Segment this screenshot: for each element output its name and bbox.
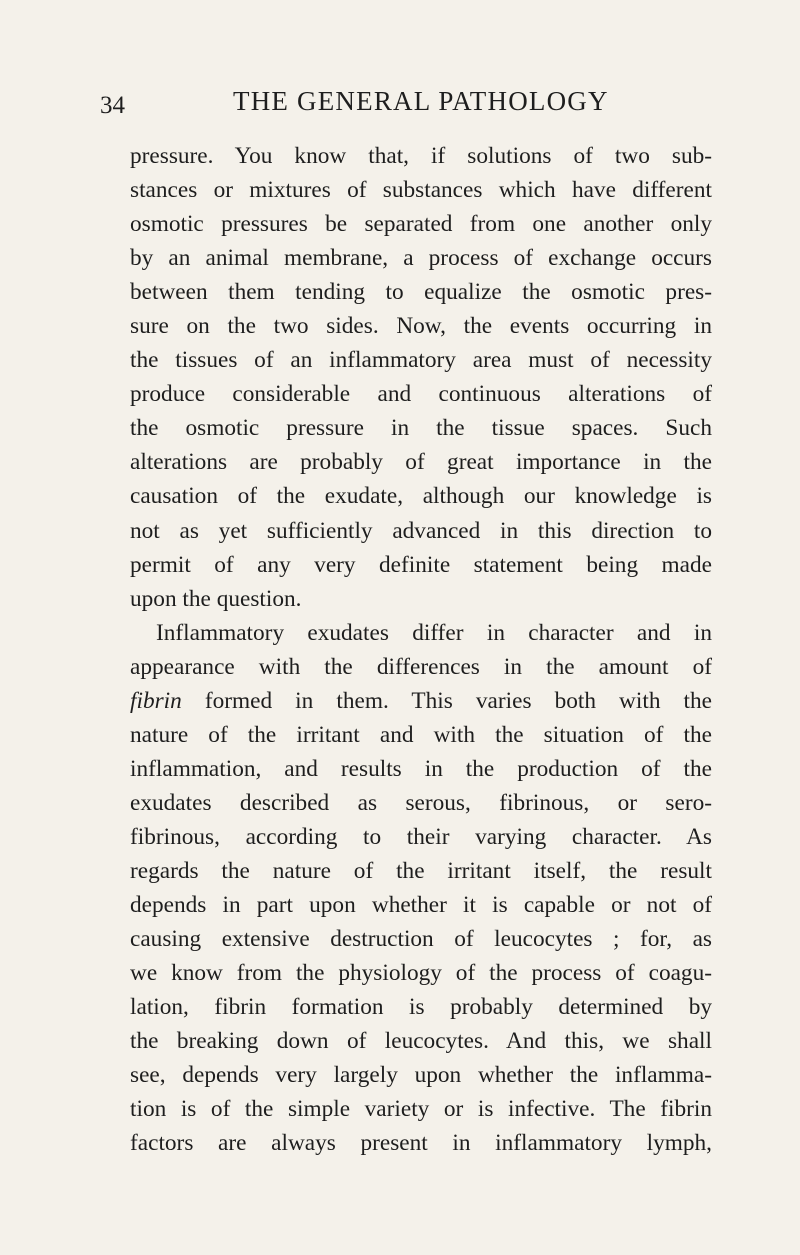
text-line: lation, fibrin formation is probably determined by — [130, 994, 712, 1021]
text-line: sure on the two sides. Now, the events occurring in — [130, 313, 712, 340]
running-title: THE GENERAL PATHOLOGY — [233, 86, 609, 116]
text-line: see, depends very largely upon whether the inflamma- — [130, 1062, 712, 1089]
text-line: factors are always present in inflammatory lymph, — [130, 1130, 712, 1157]
text-line: by an animal membrane, a process of exchange occurs — [130, 245, 712, 272]
text-line: regards the nature of the irritant itself, the result — [130, 857, 712, 884]
page-number: 34 — [100, 92, 125, 119]
italic-term: fibrin — [130, 687, 182, 714]
text-line: we know from the physiology of the process of coagu- — [130, 960, 712, 987]
text-line: osmotic pressures be separated from one another only — [130, 211, 712, 238]
text-line: fibrinous, according to their varying character. As — [130, 823, 712, 850]
text-line: tion is of the simple variety or is infective. The fibrin — [130, 1096, 712, 1123]
text-line: pressure. You know that, if solutions of two sub- — [130, 143, 712, 169]
text-line: between them tending to equalize the osmotic pres- — [130, 279, 712, 306]
text-line: depends in part upon whether it is capable or not of — [130, 892, 712, 919]
text-line: the breaking down of leucocytes. And this, we shall — [130, 1028, 712, 1055]
text-line: permit of any very definite statement being made — [130, 551, 712, 578]
text-line: exudates described as serous, fibrinous, or sero- — [130, 789, 712, 816]
text-line: produce considerable and continuous alterations of — [130, 381, 712, 408]
text-line-rest: formed in them. This varies both with the — [204, 687, 712, 714]
text-line: nature of the irritant and with the situation of the — [130, 721, 712, 748]
text-line: inflammation, and results in the production of the — [130, 755, 712, 782]
text-line: causation of the exudate, although our knowledge is — [130, 483, 712, 510]
text-line: appearance with the differences in the amount of — [130, 653, 712, 680]
running-head — [100, 86, 710, 126]
text-line: upon the question. — [130, 585, 302, 612]
text-line: causing extensive destruction of leucocytes ; for, as — [130, 926, 712, 953]
text-line: the tissues of an inflammatory area must of necessity — [130, 347, 712, 374]
text-line: the osmotic pressure in the tissue spaces. Such — [130, 415, 712, 442]
text-line: alterations are probably of great importance in the — [130, 449, 712, 476]
text-line-with-italic — [130, 684, 712, 718]
text-line: not as yet sufficiently advanced in this direction to — [130, 517, 712, 544]
text-line: stances or mixtures of substances which have different — [130, 177, 712, 204]
body-text — [130, 139, 712, 1160]
paragraph-start-line: Inflammatory exudates differ in character and in — [156, 619, 712, 646]
